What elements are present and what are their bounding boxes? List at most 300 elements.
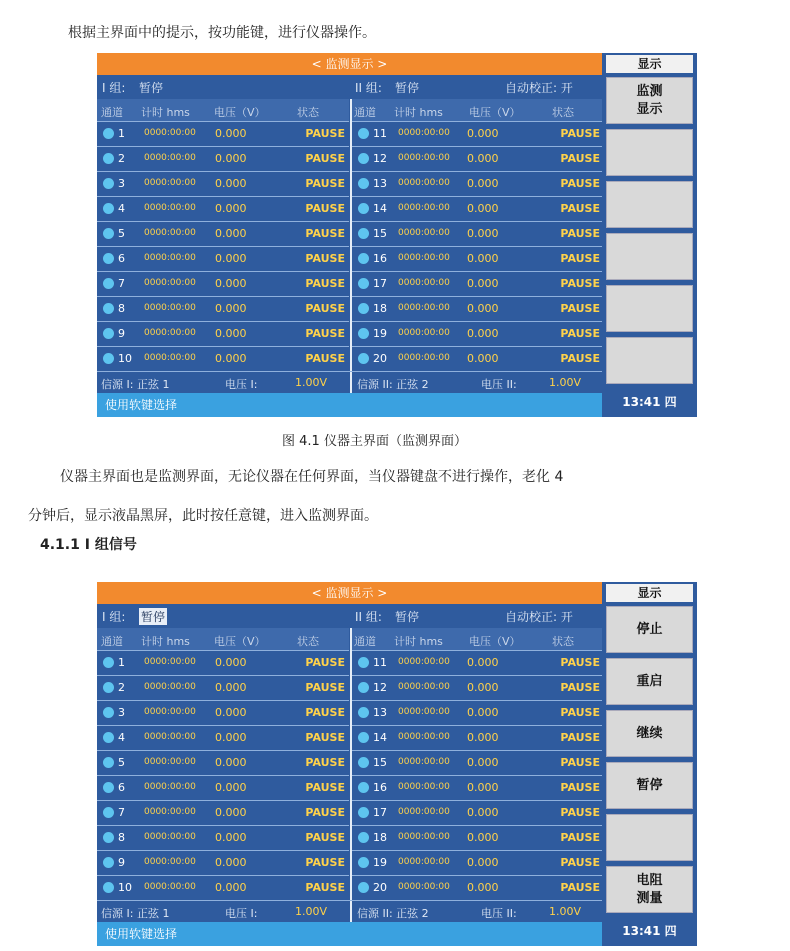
channel-number: 9 bbox=[118, 856, 125, 869]
channel-voltage: 0.000 bbox=[467, 302, 499, 315]
autocal-status: 自动校正: 开 bbox=[505, 610, 573, 624]
channel-tables bbox=[97, 628, 602, 900]
channel-number: 17 bbox=[373, 277, 387, 290]
channel-timer: 0000:00:00 bbox=[144, 128, 196, 138]
channel-number: 19 bbox=[373, 856, 387, 869]
softkey-3[interactable]: 继续 bbox=[606, 710, 693, 757]
header-voltage: 电压（V） bbox=[469, 635, 521, 648]
channel-row bbox=[352, 296, 604, 320]
channel-timer: 0000:00:00 bbox=[144, 203, 196, 213]
channel-status: PAUSE bbox=[305, 327, 345, 340]
channel-status: PAUSE bbox=[560, 856, 600, 869]
channel-timer: 0000:00:00 bbox=[398, 657, 450, 667]
channel-indicator-icon bbox=[358, 882, 369, 893]
softkey-6[interactable] bbox=[606, 337, 693, 384]
channel-row bbox=[97, 675, 349, 699]
channel-number: 11 bbox=[373, 127, 387, 140]
group2-label: II 组: bbox=[355, 81, 382, 95]
channel-indicator-icon bbox=[358, 832, 369, 843]
channel-row bbox=[352, 775, 604, 799]
header-timer: 计时 hms bbox=[394, 635, 443, 648]
channel-indicator-icon bbox=[358, 807, 369, 818]
softkey-menu-title: 显示 bbox=[606, 584, 693, 602]
channel-status: PAUSE bbox=[560, 152, 600, 165]
channel-indicator-icon bbox=[358, 657, 369, 668]
channel-voltage: 0.000 bbox=[467, 202, 499, 215]
channel-status: PAUSE bbox=[305, 127, 345, 140]
channel-status: PAUSE bbox=[560, 806, 600, 819]
channel-indicator-icon bbox=[358, 203, 369, 214]
channel-voltage: 0.000 bbox=[467, 352, 499, 365]
channel-row bbox=[352, 850, 604, 874]
channel-number: 11 bbox=[373, 656, 387, 669]
channel-number: 14 bbox=[373, 731, 387, 744]
channel-voltage: 0.000 bbox=[215, 152, 247, 165]
group2-state: 暂停 bbox=[395, 610, 420, 624]
channel-timer: 0000:00:00 bbox=[144, 657, 196, 667]
channel-row bbox=[97, 850, 349, 874]
header-timer: 计时 hms bbox=[141, 635, 190, 648]
softkey-2[interactable] bbox=[606, 129, 693, 176]
channel-indicator-icon bbox=[103, 707, 114, 718]
channel-voltage: 0.000 bbox=[467, 781, 499, 794]
channel-timer: 0000:00:00 bbox=[398, 228, 450, 238]
channel-voltage: 0.000 bbox=[215, 252, 247, 265]
channel-indicator-icon bbox=[103, 253, 114, 264]
channel-row bbox=[352, 700, 604, 724]
channel-status: PAUSE bbox=[560, 352, 600, 365]
channel-number: 10 bbox=[118, 352, 132, 365]
channel-status: PAUSE bbox=[305, 177, 345, 190]
source1-label: 信源 I: 正弦 1 bbox=[101, 907, 170, 920]
channel-status: PAUSE bbox=[560, 302, 600, 315]
channel-indicator-icon bbox=[358, 253, 369, 264]
header-channel: 通道 bbox=[354, 635, 376, 648]
channel-timer: 0000:00:00 bbox=[398, 782, 450, 792]
channel-row bbox=[352, 875, 604, 899]
channel-indicator-icon bbox=[103, 682, 114, 693]
channel-number: 19 bbox=[373, 327, 387, 340]
channel-voltage: 0.000 bbox=[215, 881, 247, 894]
volt2-label: 电压 II: bbox=[481, 378, 517, 391]
channel-row bbox=[352, 825, 604, 849]
channel-row bbox=[97, 650, 349, 674]
channel-row bbox=[97, 750, 349, 774]
channel-voltage: 0.000 bbox=[215, 127, 247, 140]
softkey-1[interactable]: 监测 显示 bbox=[606, 77, 693, 124]
channel-status: PAUSE bbox=[560, 656, 600, 669]
channel-number: 7 bbox=[118, 277, 125, 290]
channel-voltage: 0.000 bbox=[467, 152, 499, 165]
channel-row bbox=[352, 221, 604, 245]
table-header bbox=[352, 99, 604, 121]
channel-voltage: 0.000 bbox=[467, 327, 499, 340]
group2-label: II 组: bbox=[355, 610, 382, 624]
channel-timer: 0000:00:00 bbox=[398, 882, 450, 892]
channel-timer: 0000:00:00 bbox=[398, 732, 450, 742]
channel-number: 14 bbox=[373, 202, 387, 215]
channel-status: PAUSE bbox=[560, 756, 600, 769]
monitor-banner: < 监测显示 > bbox=[97, 582, 602, 604]
channel-status: PAUSE bbox=[560, 327, 600, 340]
group-status-bar bbox=[97, 75, 602, 99]
channel-row bbox=[97, 271, 349, 295]
channel-indicator-icon bbox=[358, 278, 369, 289]
channel-status: PAUSE bbox=[305, 656, 345, 669]
channel-timer: 0000:00:00 bbox=[398, 303, 450, 313]
softkey-1[interactable]: 停止 bbox=[606, 606, 693, 653]
channel-timer: 0000:00:00 bbox=[398, 353, 450, 363]
monitor-screen-fig2 bbox=[97, 582, 697, 946]
channel-indicator-icon bbox=[358, 328, 369, 339]
channel-row bbox=[97, 346, 349, 370]
header-status: 状态 bbox=[297, 106, 319, 119]
channel-row bbox=[352, 121, 604, 145]
channel-indicator-icon bbox=[103, 228, 114, 239]
monitor-screen-fig1 bbox=[97, 53, 697, 417]
channel-row bbox=[97, 221, 349, 245]
channel-row bbox=[97, 775, 349, 799]
channel-indicator-icon bbox=[358, 228, 369, 239]
channel-status: PAUSE bbox=[560, 881, 600, 894]
autocal-status: 自动校正: 开 bbox=[505, 81, 573, 95]
channel-voltage: 0.000 bbox=[467, 831, 499, 844]
channel-voltage: 0.000 bbox=[215, 277, 247, 290]
channel-timer: 0000:00:00 bbox=[398, 153, 450, 163]
channel-row bbox=[97, 321, 349, 345]
group1-state: 暂停 bbox=[141, 610, 166, 624]
channel-number: 15 bbox=[373, 756, 387, 769]
channel-timer: 0000:00:00 bbox=[144, 832, 196, 842]
softkey-2[interactable]: 重启 bbox=[606, 658, 693, 705]
channel-number: 20 bbox=[373, 881, 387, 894]
channel-timer: 0000:00:00 bbox=[398, 178, 450, 188]
figure-caption: 图 4.1 仪器主界面（监测界面） bbox=[282, 434, 467, 449]
channel-row bbox=[97, 246, 349, 270]
softkey-5[interactable] bbox=[606, 814, 693, 861]
header-timer: 计时 hms bbox=[394, 106, 443, 119]
channel-number: 5 bbox=[118, 227, 125, 240]
channel-timer: 0000:00:00 bbox=[144, 732, 196, 742]
channel-status: PAUSE bbox=[560, 781, 600, 794]
channel-indicator-icon bbox=[103, 732, 114, 743]
channel-row bbox=[352, 650, 604, 674]
channel-voltage: 0.000 bbox=[467, 656, 499, 669]
channel-row bbox=[97, 700, 349, 724]
channel-number: 4 bbox=[118, 731, 125, 744]
channel-timer: 0000:00:00 bbox=[144, 328, 196, 338]
channel-number: 9 bbox=[118, 327, 125, 340]
channel-voltage: 0.000 bbox=[215, 227, 247, 240]
channel-indicator-icon bbox=[103, 303, 114, 314]
channel-number: 3 bbox=[118, 177, 125, 190]
channel-timer: 0000:00:00 bbox=[398, 682, 450, 692]
channel-number: 18 bbox=[373, 831, 387, 844]
channel-number: 12 bbox=[373, 681, 387, 694]
channel-status: PAUSE bbox=[560, 202, 600, 215]
paragraph-line-2: 分钟后，显示液晶黑屏，此时按任意键，进入监测界面。 bbox=[28, 508, 378, 524]
channel-indicator-icon bbox=[103, 857, 114, 868]
channel-voltage: 0.000 bbox=[467, 227, 499, 240]
channel-number: 6 bbox=[118, 252, 125, 265]
softkey-panel bbox=[602, 53, 697, 417]
channel-status: PAUSE bbox=[305, 856, 345, 869]
channel-number: 12 bbox=[373, 152, 387, 165]
channel-row bbox=[97, 725, 349, 749]
channel-status: PAUSE bbox=[305, 731, 345, 744]
channel-timer: 0000:00:00 bbox=[398, 253, 450, 263]
header-voltage: 电压（V） bbox=[214, 106, 266, 119]
channel-number: 7 bbox=[118, 806, 125, 819]
group-status-bar bbox=[97, 604, 602, 628]
channel-status: PAUSE bbox=[560, 706, 600, 719]
channel-indicator-icon bbox=[103, 178, 114, 189]
channel-number: 2 bbox=[118, 681, 125, 694]
channel-number: 16 bbox=[373, 781, 387, 794]
channel-indicator-icon bbox=[358, 707, 369, 718]
group1-label: I 组: bbox=[102, 610, 126, 624]
volt2-value: 1.00V bbox=[549, 376, 582, 389]
channel-status: PAUSE bbox=[560, 227, 600, 240]
channel-status: PAUSE bbox=[305, 756, 345, 769]
channel-number: 13 bbox=[373, 177, 387, 190]
header-status: 状态 bbox=[552, 635, 574, 648]
channel-status: PAUSE bbox=[305, 781, 345, 794]
channel-row bbox=[97, 171, 349, 195]
channel-indicator-icon bbox=[103, 832, 114, 843]
channel-row bbox=[97, 296, 349, 320]
channel-indicator-icon bbox=[103, 757, 114, 768]
softkey-4[interactable]: 暂停 bbox=[606, 762, 693, 809]
channel-number: 3 bbox=[118, 706, 125, 719]
channel-row bbox=[97, 121, 349, 145]
channel-number: 16 bbox=[373, 252, 387, 265]
channel-timer: 0000:00:00 bbox=[144, 303, 196, 313]
channel-number: 1 bbox=[118, 656, 125, 669]
channel-number: 6 bbox=[118, 781, 125, 794]
channel-indicator-icon bbox=[103, 278, 114, 289]
channel-tables bbox=[97, 99, 602, 371]
channel-voltage: 0.000 bbox=[215, 781, 247, 794]
channel-indicator-icon bbox=[358, 153, 369, 164]
channel-timer: 0000:00:00 bbox=[144, 228, 196, 238]
channel-number: 5 bbox=[118, 756, 125, 769]
volt1-value: 1.00V bbox=[295, 376, 328, 389]
channel-timer: 0000:00:00 bbox=[144, 882, 196, 892]
channel-status: PAUSE bbox=[560, 127, 600, 140]
channel-timer: 0000:00:00 bbox=[398, 128, 450, 138]
softkey-hint: 使用软键选择 bbox=[97, 922, 602, 946]
volt1-label: 电压 I: bbox=[225, 907, 258, 920]
header-voltage: 电压（V） bbox=[214, 635, 266, 648]
channel-row bbox=[352, 321, 604, 345]
channel-timer: 0000:00:00 bbox=[144, 178, 196, 188]
table-header bbox=[97, 628, 349, 650]
channel-voltage: 0.000 bbox=[215, 656, 247, 669]
channel-row bbox=[97, 146, 349, 170]
section-heading: 4.1.1 I 组信号 bbox=[40, 537, 137, 553]
channel-timer: 0000:00:00 bbox=[398, 707, 450, 717]
channel-row bbox=[352, 246, 604, 270]
channel-timer: 0000:00:00 bbox=[398, 807, 450, 817]
channel-timer: 0000:00:00 bbox=[144, 857, 196, 867]
channel-timer: 0000:00:00 bbox=[144, 757, 196, 767]
softkey-panel bbox=[602, 582, 697, 946]
softkey-3[interactable] bbox=[606, 181, 693, 228]
channel-number: 4 bbox=[118, 202, 125, 215]
channel-status: PAUSE bbox=[305, 252, 345, 265]
channel-status: PAUSE bbox=[305, 227, 345, 240]
channel-voltage: 0.000 bbox=[215, 731, 247, 744]
channel-voltage: 0.000 bbox=[467, 681, 499, 694]
softkey-hint: 使用软键选择 bbox=[97, 393, 602, 417]
channel-timer: 0000:00:00 bbox=[398, 203, 450, 213]
channel-timer: 0000:00:00 bbox=[398, 328, 450, 338]
channel-status: PAUSE bbox=[560, 277, 600, 290]
channel-status: PAUSE bbox=[560, 831, 600, 844]
header-voltage: 电压（V） bbox=[469, 106, 521, 119]
channel-timer: 0000:00:00 bbox=[144, 153, 196, 163]
channel-row bbox=[352, 725, 604, 749]
channel-voltage: 0.000 bbox=[215, 756, 247, 769]
group1-label: I 组: bbox=[102, 81, 126, 95]
channel-indicator-icon bbox=[103, 782, 114, 793]
channel-indicator-icon bbox=[358, 782, 369, 793]
channel-voltage: 0.000 bbox=[215, 681, 247, 694]
channel-indicator-icon bbox=[103, 807, 114, 818]
channel-table-group1 bbox=[97, 628, 349, 900]
channel-table-group2 bbox=[350, 99, 604, 371]
channel-status: PAUSE bbox=[305, 881, 345, 894]
channel-indicator-icon bbox=[103, 657, 114, 668]
channel-voltage: 0.000 bbox=[467, 252, 499, 265]
channel-row bbox=[352, 271, 604, 295]
channel-voltage: 0.000 bbox=[215, 327, 247, 340]
header-timer: 计时 hms bbox=[141, 106, 190, 119]
channel-number: 13 bbox=[373, 706, 387, 719]
channel-status: PAUSE bbox=[305, 681, 345, 694]
group2-state: 暂停 bbox=[395, 81, 420, 95]
intro-text: 根据主界面中的提示，按功能键，进行仪器操作。 bbox=[68, 25, 376, 41]
channel-voltage: 0.000 bbox=[215, 302, 247, 315]
channel-indicator-icon bbox=[358, 857, 369, 868]
channel-status: PAUSE bbox=[560, 731, 600, 744]
channel-row bbox=[352, 196, 604, 220]
channel-voltage: 0.000 bbox=[467, 756, 499, 769]
channel-indicator-icon bbox=[103, 353, 114, 364]
channel-voltage: 0.000 bbox=[467, 277, 499, 290]
channel-indicator-icon bbox=[103, 128, 114, 139]
channel-voltage: 0.000 bbox=[215, 352, 247, 365]
channel-status: PAUSE bbox=[305, 152, 345, 165]
clock-display: 13:41 四 bbox=[622, 395, 677, 409]
channel-voltage: 0.000 bbox=[215, 706, 247, 719]
volt2-value: 1.00V bbox=[549, 905, 582, 918]
channel-indicator-icon bbox=[103, 203, 114, 214]
signal-source-bar bbox=[97, 900, 602, 923]
volt1-value: 1.00V bbox=[295, 905, 328, 918]
channel-status: PAUSE bbox=[305, 302, 345, 315]
channel-timer: 0000:00:00 bbox=[144, 807, 196, 817]
header-status: 状态 bbox=[552, 106, 574, 119]
channel-indicator-icon bbox=[358, 128, 369, 139]
channel-timer: 0000:00:00 bbox=[398, 278, 450, 288]
channel-number: 20 bbox=[373, 352, 387, 365]
channel-number: 15 bbox=[373, 227, 387, 240]
table-header bbox=[97, 99, 349, 121]
channel-voltage: 0.000 bbox=[215, 831, 247, 844]
header-channel: 通道 bbox=[354, 106, 376, 119]
channel-voltage: 0.000 bbox=[215, 177, 247, 190]
channel-row bbox=[352, 146, 604, 170]
channel-table-group1 bbox=[97, 99, 349, 371]
channel-number: 10 bbox=[118, 881, 132, 894]
channel-indicator-icon bbox=[358, 757, 369, 768]
channel-status: PAUSE bbox=[305, 202, 345, 215]
channel-timer: 0000:00:00 bbox=[144, 707, 196, 717]
volt2-label: 电压 II: bbox=[481, 907, 517, 920]
softkey-4[interactable] bbox=[606, 233, 693, 280]
softkey-menu-title: 显示 bbox=[606, 55, 693, 73]
group1-state: 暂停 bbox=[139, 81, 164, 95]
header-channel: 通道 bbox=[101, 635, 123, 648]
clock-display: 13:41 四 bbox=[622, 924, 677, 938]
channel-voltage: 0.000 bbox=[467, 806, 499, 819]
channel-voltage: 0.000 bbox=[467, 731, 499, 744]
channel-timer: 0000:00:00 bbox=[144, 253, 196, 263]
channel-number: 2 bbox=[118, 152, 125, 165]
channel-row bbox=[352, 750, 604, 774]
channel-timer: 0000:00:00 bbox=[144, 782, 196, 792]
channel-row bbox=[352, 346, 604, 370]
channel-table-group2 bbox=[350, 628, 604, 900]
channel-row bbox=[97, 800, 349, 824]
channel-voltage: 0.000 bbox=[467, 177, 499, 190]
channel-row bbox=[352, 171, 604, 195]
header-status: 状态 bbox=[297, 635, 319, 648]
volt1-label: 电压 I: bbox=[225, 378, 258, 391]
channel-row bbox=[352, 675, 604, 699]
header-channel: 通道 bbox=[101, 106, 123, 119]
channel-voltage: 0.000 bbox=[467, 127, 499, 140]
channel-voltage: 0.000 bbox=[215, 202, 247, 215]
channel-number: 8 bbox=[118, 831, 125, 844]
channel-number: 18 bbox=[373, 302, 387, 315]
channel-status: PAUSE bbox=[560, 177, 600, 190]
channel-indicator-icon bbox=[103, 882, 114, 893]
channel-row bbox=[97, 875, 349, 899]
channel-status: PAUSE bbox=[560, 252, 600, 265]
channel-timer: 0000:00:00 bbox=[398, 757, 450, 767]
softkey-6[interactable]: 电阻 测量 bbox=[606, 866, 693, 913]
channel-status: PAUSE bbox=[305, 831, 345, 844]
channel-status: PAUSE bbox=[305, 706, 345, 719]
channel-status: PAUSE bbox=[305, 352, 345, 365]
source2-label: 信源 II: 正弦 2 bbox=[357, 378, 429, 391]
channel-number: 17 bbox=[373, 806, 387, 819]
channel-status: PAUSE bbox=[305, 277, 345, 290]
table-header bbox=[352, 628, 604, 650]
source2-label: 信源 II: 正弦 2 bbox=[357, 907, 429, 920]
channel-indicator-icon bbox=[358, 303, 369, 314]
channel-voltage: 0.000 bbox=[215, 856, 247, 869]
channel-timer: 0000:00:00 bbox=[144, 682, 196, 692]
channel-row bbox=[352, 800, 604, 824]
softkey-5[interactable] bbox=[606, 285, 693, 332]
channel-timer: 0000:00:00 bbox=[398, 857, 450, 867]
paragraph-line-1: 仪器主界面也是监测界面，无论仪器在任何界面，当仪器键盘不进行操作，老化 4 bbox=[60, 469, 564, 485]
channel-row bbox=[97, 196, 349, 220]
